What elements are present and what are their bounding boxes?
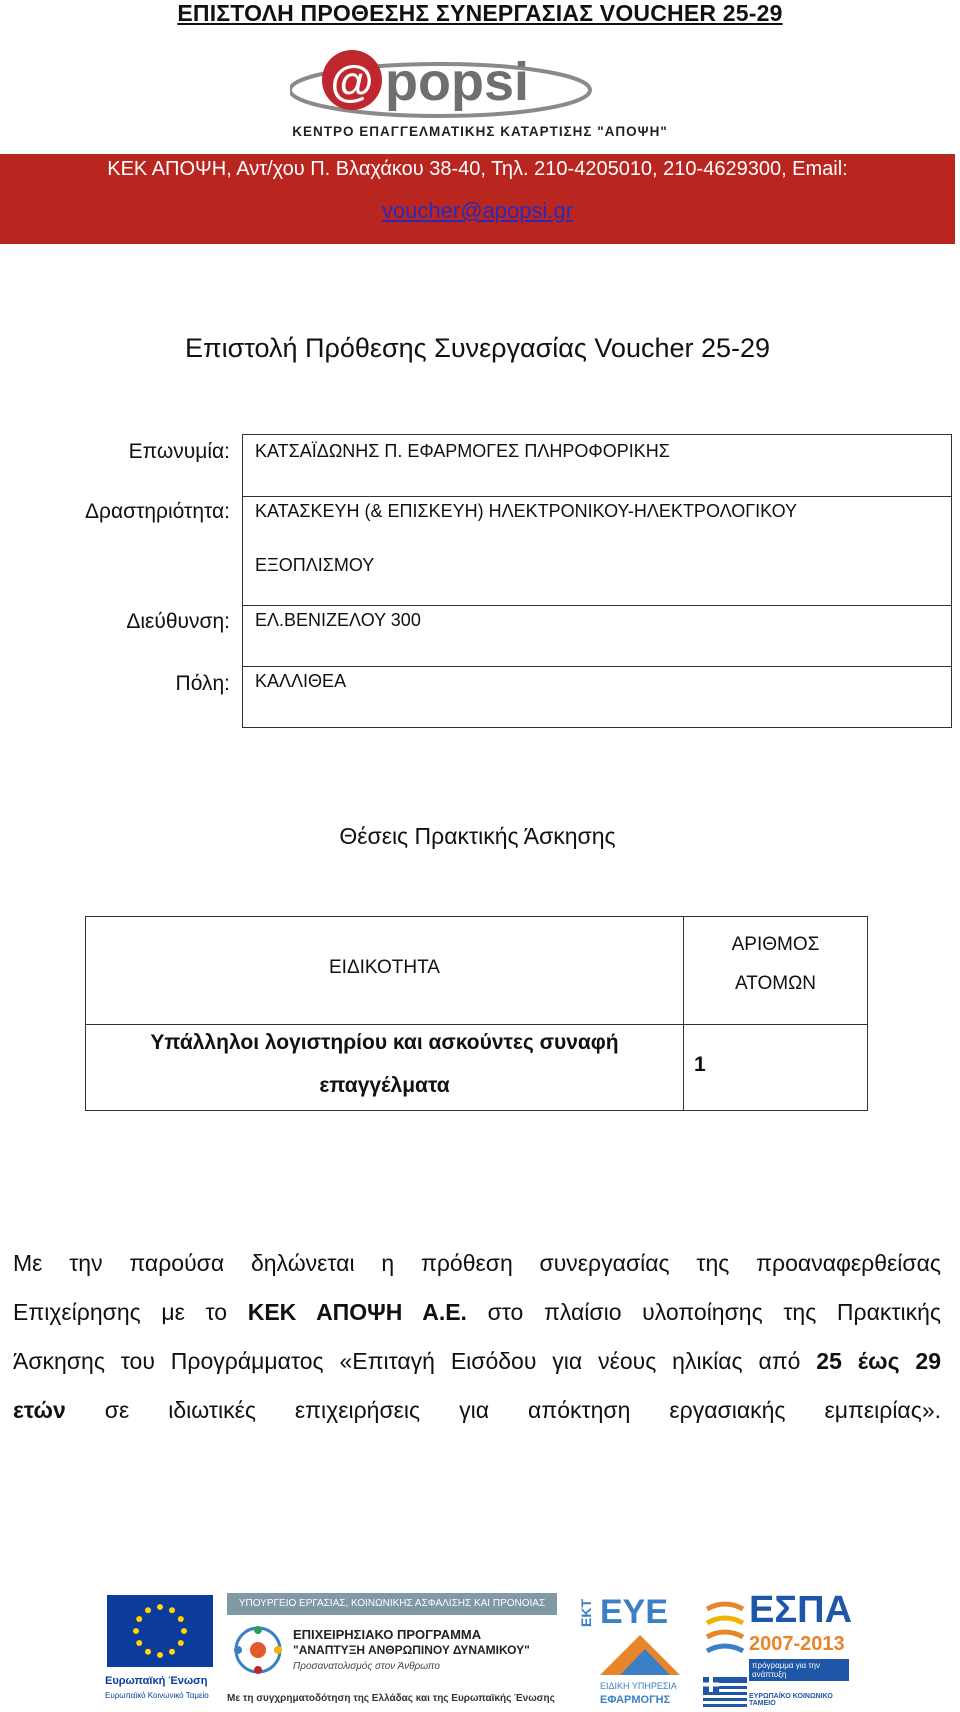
eu-star	[169, 1607, 175, 1613]
program-line2: "ΑΝΑΠΤΥΞΗ ΑΝΘΡΩΠΙΝΟΥ ΔΥΝΑΜΙΚΟΥ"	[293, 1643, 530, 1657]
espa-sublabel: πρόγραμμα για την ανάπτυξη	[749, 1659, 849, 1681]
contact-line: ΚΕΚ ΑΠΟΨΗ, Αντ/χου Π. Βλαχάκου 38-40, Τηλ. 210-4205010, 210-4629300, Email:	[107, 158, 848, 180]
svg-text:popsi: popsi	[385, 52, 529, 112]
city-label: Πόλη:	[175, 672, 230, 695]
ekt-label: ΕΚΤ	[578, 1599, 594, 1627]
activity-value-line2: ΕΞΟΠΛΙΣΜΟΥ	[255, 555, 375, 575]
footer-logos	[105, 1589, 853, 1712]
positions-table	[85, 916, 868, 1111]
table-row	[86, 1025, 684, 1110]
activity-label: Δραστηριότητα:	[85, 500, 230, 523]
espa-sublabel2: ΕΥΡΩΠΑΪΚΟ ΚΟΙΝΩΝΙΚΟ ΤΑΜΕΙΟ	[749, 1693, 833, 1707]
address-value: ΕΛ.ΒΕΝΙΖΕΛΟΥ 300	[255, 610, 421, 630]
paragraph-text: στο πλαίσιο υλοποίησης της Πρακτικής	[466, 1299, 941, 1325]
top-title: ΕΠΙΣΤΟΛΗ ΠΡΟΘΕΣΗΣ ΣΥΝΕΡΓΑΣΙΑΣ VOUCHER 25-29	[177, 0, 783, 26]
eye-logo	[578, 1593, 688, 1712]
address-label: Διεύθυνση:	[126, 610, 230, 633]
logo-subtitle: ΚΕΝΤΡΟ ΕΠΑΓΓΕΛΜΑΤΙΚΗΣ ΚΑΤΑΡΤΙΣΗΣ "ΑΠΟΨΗ"	[292, 124, 668, 139]
svg-text:@: @	[330, 57, 374, 106]
paragraph-bold-kek: ΚΕΚ ΑΠΟΨΗ Α.Ε.	[247, 1299, 467, 1325]
paragraph-line-3	[13, 1348, 941, 1375]
city-field	[242, 666, 952, 728]
name-label: Επωνυμία:	[128, 440, 230, 463]
eu-star	[178, 1616, 184, 1622]
header-specialty-cell	[86, 917, 684, 1025]
apopsi-logo	[290, 38, 710, 138]
eu-star	[181, 1628, 187, 1634]
eu-star	[136, 1616, 142, 1622]
ministry-banner: ΥΠΟΥΡΓΕΙΟ ΕΡΓΑΣΙΑΣ, ΚΟΙΝΩΝΙΚΗΣ ΑΣΦΑΛΙΣΗΣ ΚΑΙ ΠΡΟΝΟΙΑΣ	[227, 1593, 557, 1615]
row-specialty-line1: Υπάλληλοι λογιστηρίου και ασκούντες συναφή	[150, 1031, 619, 1054]
paragraph-text: σε ιδιωτικές επιχειρήσεις για απόκτηση εργασιακής εμπειρίας».	[65, 1397, 941, 1423]
eye-sublabel2: ΕΦΑΡΜΟΓΗΣ	[600, 1694, 671, 1706]
cofunding-text: Με τη συγχρηματοδότηση της Ελλάδας και της Ευρωπαϊκής Ένωσης	[227, 1693, 555, 1704]
header-count-line2: ΑΤΟΜΩΝ	[734, 973, 817, 994]
espa-label: ΕΣΠΑ	[749, 1589, 853, 1631]
eu-star	[178, 1640, 184, 1646]
program-logo	[227, 1593, 557, 1712]
eu-star	[136, 1640, 142, 1646]
eu-star	[169, 1649, 175, 1655]
eu-flag-icon	[105, 1593, 215, 1673]
paragraph-bold-ages: 25 έως 29	[816, 1348, 941, 1374]
espa-years: 2007-2013	[749, 1633, 845, 1655]
eu-star	[133, 1628, 139, 1634]
eu-logo	[105, 1593, 220, 1712]
eye-sublabel1: ΕΙΔΙΚΗ ΥΠΗΡΕΣΙΑ	[600, 1681, 677, 1691]
paragraph-line-4	[13, 1397, 941, 1424]
activity-value-line1: ΚΑΤΑΣΚΕΥΗ (& ΕΠΙΣΚΕΥΗ) ΗΛΕΚΤΡΟΝΙΚΟΥ-ΗΛΕΚΤΡΟΛΟΓΙΚΟΥ	[255, 501, 798, 521]
eu-star	[157, 1604, 163, 1610]
program-line3: Προσανατολισμός στον Άνθρωπο	[293, 1661, 440, 1672]
star-emblem-icon	[231, 1623, 285, 1677]
row-specialty-line2: επαγγέλματα	[319, 1074, 450, 1097]
row-count-cell	[684, 1025, 867, 1110]
header-count-cell	[684, 917, 867, 1025]
email-link[interactable]: voucher@apopsi.gr	[381, 198, 574, 223]
espa-wave-icon	[703, 1599, 747, 1663]
paragraph-line-2	[13, 1299, 941, 1326]
document-title: Επιστολή Πρόθεσης Συνεργασίας Voucher 25-29	[184, 333, 771, 363]
eu-star	[145, 1649, 151, 1655]
header-count-line1: ΑΡΙΘΜΟΣ	[731, 934, 820, 955]
eu-sublabel: Ευρωπαϊκό Κοινωνικό Ταμείο	[105, 1691, 209, 1700]
name-field	[242, 434, 952, 497]
eye-label: ΕΥΕ	[600, 1593, 669, 1631]
city-value: ΚΑΛΛΙΘΕΑ	[255, 671, 347, 691]
row-count: 1	[694, 1053, 706, 1076]
address-field	[242, 605, 952, 667]
eu-star	[157, 1652, 163, 1658]
espa-logo	[703, 1589, 853, 1712]
name-value: ΚΑΤΣΑΪΔΩΝΗΣ Π. ΕΦΑΡΜΟΓΕΣ ΠΛΗΡΟΦΟΡΙΚΗΣ	[255, 441, 670, 461]
eu-star	[145, 1607, 151, 1613]
greek-flag-icon	[703, 1677, 747, 1707]
program-line1: ΕΠΙΧΕΙΡΗΣΙΑΚΟ ΠΡΟΓΡΑΜΜΑ	[293, 1627, 482, 1642]
header-specialty: ΕΙΔΙΚΟΤΗΤΑ	[329, 957, 440, 978]
activity-field	[242, 496, 952, 606]
eye-graphic-icon	[600, 1635, 680, 1675]
paragraph-text: Επιχείρησης με το	[13, 1299, 248, 1325]
email-line	[0, 198, 955, 224]
eu-label: Ευρωπαϊκή Ένωση	[105, 1675, 208, 1687]
positions-title: Θέσεις Πρακτικής Άσκησης	[339, 823, 616, 849]
paragraph-text: Άσκησης του Προγράμματος «Επιταγή Εισόδου για νέους ηλικίας από	[13, 1348, 817, 1374]
paragraph-bold-years: ετών	[13, 1397, 66, 1423]
paragraph-line-1: Με την παρούσα δηλώνεται η πρόθεση συνεργασίας της προαναφερθείσας	[13, 1250, 941, 1276]
